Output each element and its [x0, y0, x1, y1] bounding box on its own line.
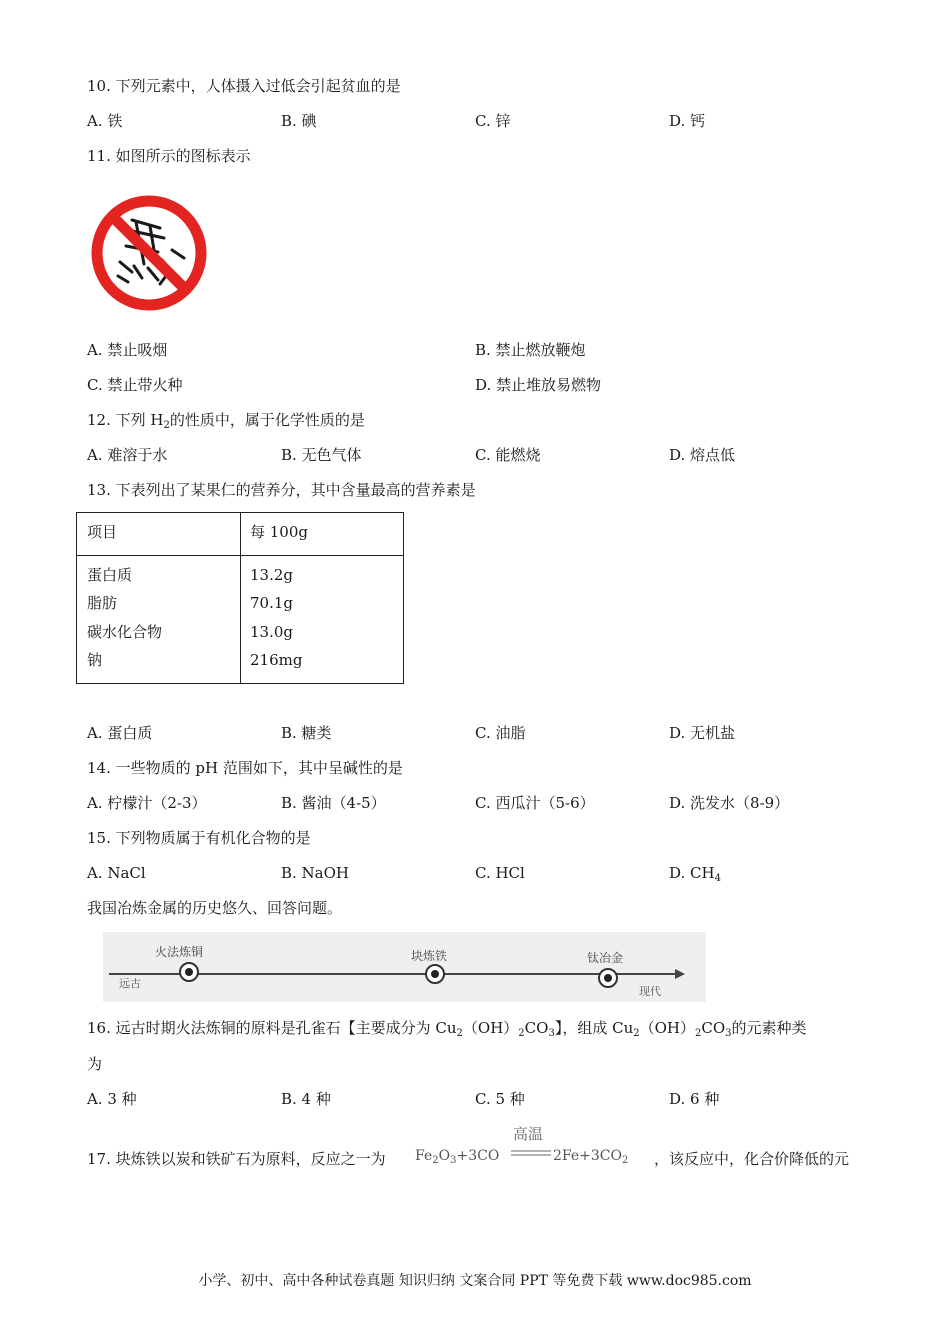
q14-option-c: C. 西瓜汁（5-6）	[475, 794, 595, 812]
q10-option-b: B. 碘	[281, 112, 317, 130]
q12-stem: 12. 下列 $H_2$的性质中，属于化学性质的是	[87, 411, 365, 431]
q12-option-a: A. 难溶于水	[87, 446, 168, 464]
q16-option-c: C. 5 种	[475, 1090, 525, 1108]
q13-option-b: B. 糖类	[281, 724, 332, 742]
q10-stem: 10. 下列元素中，人体摄入过低会引起贫血的是	[87, 77, 401, 95]
q17-stem-post: ，该反应中，化合价降低的元	[654, 1150, 850, 1168]
table-cell: 蛋白质	[87, 566, 133, 584]
q11-option-d: D. 禁止堆放易燃物	[475, 376, 602, 394]
q13-option-a: A. 蛋白质	[87, 724, 153, 742]
metallurgy-timeline	[103, 932, 706, 1002]
q17-stem-pre: 17. 块炼铁以炭和铁矿石为原料，反应之一为	[87, 1150, 386, 1168]
q12-option-b: B. 无色气体	[281, 446, 362, 464]
q15-option-d: D. $CH_4$	[669, 864, 721, 884]
q11-stem: 11. 如图所示的图标表示	[87, 147, 251, 165]
q15-option-c: C. HCl	[475, 864, 525, 882]
q16-option-d: D. 6 种	[669, 1090, 720, 1108]
timeline-node-label: 块炼铁	[411, 949, 448, 963]
timeline-node-label: 火法炼铜	[155, 945, 204, 959]
table-cell: 216mg	[250, 651, 303, 669]
table-header-item: 项目	[87, 523, 118, 541]
q14-option-a: A. 柠檬汁（2-3）	[87, 794, 207, 812]
q11-option-a: A. 禁止吸烟	[87, 341, 168, 359]
q16-option-a: A. 3 种	[87, 1090, 137, 1108]
q15-option-b: B. NaOH	[281, 864, 350, 882]
page-footer: 小学、初中、高中各种试卷真题 知识归纳 文案合同 PPT 等免费下载 www.doc985.com	[198, 1273, 752, 1289]
q12-option-c: C. 能燃烧	[475, 446, 541, 464]
table-cell: 13.2g	[250, 566, 294, 584]
table-cell: 70.1g	[250, 594, 294, 612]
q10-option-a: A. 铁	[87, 112, 123, 130]
table-header-per100g: 每 100g	[250, 523, 309, 541]
q10-option-c: C. 锌	[475, 112, 511, 130]
q10-option-d: D. 钙	[669, 112, 706, 130]
q14-option-d: D. 洗发水（8-9）	[669, 794, 790, 812]
q11-option-c: C. 禁止带火种	[87, 376, 183, 394]
q12-option-d: D. 熔点低	[669, 446, 736, 464]
q15-stem: 15. 下列物质属于有机化合物的是	[87, 829, 311, 847]
timeline-node-label: 钛冶金	[587, 951, 624, 965]
table-cell: 碳水化合物	[87, 623, 163, 641]
table-cell: 13.0g	[250, 623, 294, 641]
q14-stem: 14. 一些物质的 pH 范围如下，其中呈碱性的是	[87, 759, 403, 777]
q15-option-a: A. NaCl	[87, 864, 146, 882]
q16-stem-line2: 为	[87, 1055, 103, 1073]
q16-stem: 16. 远古时期火法炼铜的原料是孔雀石【主要成分为 $Cu_2(OH)_2CO_3$】，组成 $Cu_2(OH)_2CO_3$的元素种类	[87, 1019, 807, 1039]
equation-condition: 高温	[513, 1125, 544, 1143]
reaction-equation	[415, 1124, 647, 1174]
no-firecracker-sign-icon	[88, 192, 210, 314]
q13-option-c: C. 油脂	[475, 724, 526, 742]
table-cell: 钠	[87, 651, 103, 669]
q14-option-b: B. 酱油（4-5）	[281, 794, 386, 812]
section-intro: 我国冶炼金属的历史悠久、回答问题。	[87, 899, 343, 917]
q13-stem: 13. 下表列出了某果仁的营养分，其中含量最高的营养素是	[87, 481, 476, 499]
q16-option-b: B. 4 种	[281, 1090, 331, 1108]
q13-option-d: D. 无机盐	[669, 724, 736, 742]
equation-right: $2Fe+3CO_2$	[553, 1148, 629, 1166]
q11-option-b: B. 禁止燃放鞭炮	[475, 341, 586, 359]
equation-left: $Fe_2O_3+3CO$	[415, 1148, 500, 1166]
timeline-end-label: 现代	[639, 985, 661, 998]
nutrition-table	[76, 512, 404, 684]
table-cell: 脂肪	[87, 594, 118, 612]
timeline-start-label: 远古	[119, 977, 141, 990]
